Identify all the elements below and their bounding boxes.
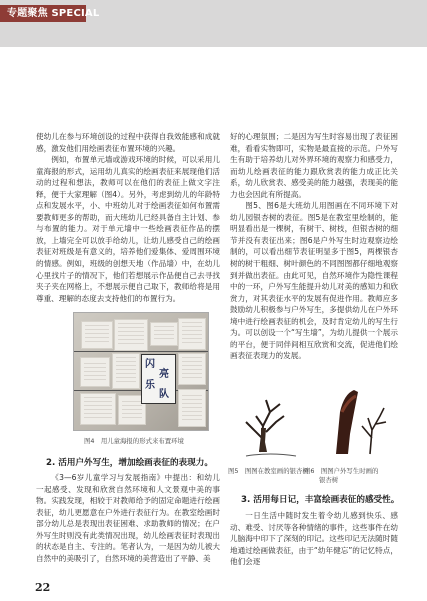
child-drawing [178, 389, 206, 427]
child-drawing [80, 393, 116, 425]
figure-4-caption: 图4 用儿童海报的形式来布置环境 [84, 437, 184, 445]
paragraph: 好的心理氛围；二是因为写生时容易出现了表征困难，看看实物即可，实物是最直接的示范。户外写生有助于培养幼儿对外界环境的观察力和感受力，而幼儿绘画表征的能力跟欣赏表的能力成正比关系，幼儿欣赏表、感受美的能力越强，表现美的能力也会因此有所提高。 [230, 132, 398, 199]
section-tag-label: 专题聚焦 SPECIAL [7, 8, 100, 19]
section-3-heading: 3. 活用每日记，丰富绘画表征的感受性。 [241, 495, 400, 505]
figure-5-caption: 图5 图图在教室画的银杏树 [228, 467, 309, 475]
section-tag [0, 5, 100, 22]
figure-4-photo [73, 312, 209, 431]
hanging-string [74, 351, 208, 352]
paragraph: 例如，布置单元墙或游戏环境的时候，可以采用儿童海报的形式，运用幼儿真实的绘画表征来展现他们活动的过程和想法，教师可以在他们的表征上做文字注释，便于大家理解（图4）。另外，考虑到幼儿的年龄特点和发展水平，小、中班幼儿对于绘画表征如何布置需要教师更多的帮助，而大班幼儿已经具备自主计划、参与布置的能力。对于单元墙中一些绘画表征作品的摆放，上墙完全可以放手给幼儿，让幼儿感受自己的绘画表征对班级是有意义的，培养他们爱集体、爱周围环境的情感。例如，班级的创想天地（作品墙）中，在幼儿心里找片子的情况下，他们若想展示作品便自己去寻找夹子夹在网格上，不想展示便自己取下，教师给将是用尊重、理解的态度去支持他们的布置行为。 [36, 155, 220, 303]
figure-6-caption: 图6 图图户外写生时画的 [304, 467, 379, 475]
child-drawing [114, 319, 148, 351]
left-column-text [36, 131, 220, 308]
paragraph: 一日生活中随时发生着令幼儿感到快乐、感动、难受、讨厌等各种情绪的事件，这些事件在幼儿脑海中印下了深刻的印记。这些印记无法随时随地通过绘画做表征，由于“幼年健忘”的记忆特点，他们会逐 [230, 511, 398, 567]
child-drawing [112, 353, 140, 389]
child-drawing [178, 353, 206, 385]
banner-char: 乐 [145, 380, 155, 391]
child-drawing [80, 357, 110, 387]
figure-5-tree-drawing [230, 382, 312, 460]
banner-char: 队 [159, 389, 169, 400]
child-drawing [178, 318, 206, 350]
figure-6-caption-line-2: 银杏树 [319, 476, 339, 484]
page-header [0, 0, 427, 47]
figure-6-tree-drawing [314, 382, 396, 460]
child-drawing [150, 322, 178, 346]
right-column-text-bottom [230, 510, 398, 578]
banner-char: 亮 [159, 369, 169, 380]
poster-banner [141, 354, 176, 404]
paragraph: 图5、图6是大班幼儿用图画在不同环境下对幼儿园银杏树的表征。图5是在教室里绘制的，能明显看出是一棵树，有树干、树枝，但银杏树的细节并没有表征出来；图6是户外写生时边观察边绘制的，可以看出细节表征明显多于图5，两棵银杏树的树干粗细、树叶颜色的不同图图都仔细地观察到并做出表征。由此可见，自然环境作为隐性课程中的一环，户外写生能提升幼儿对美的感知力和欣赏力，对其表征水平的发展有促进作用。教师应多鼓励幼儿积极参与户外写生，多提供幼儿在户外环境中进行绘画表征的机会，及时肯定幼儿的写生行为。可以创设一个“写生墙”，为幼儿提供一个展示的平台，便于同伴间相互欣赏和交流，促进他们绘画表征表现力的发展。 [230, 201, 398, 361]
right-column-text [230, 131, 398, 368]
left-column-text-bottom [36, 472, 220, 578]
paragraph: 《3—6岁儿童学习与发展指南》中提出：和幼儿一起感受、发现和欣赏自然环境和人文景观中美的事物。实践发现，相较于对教师给予的固定命题进行绘画表征，幼儿更愿意在户外进行表征行为。在教室绘画时部分幼儿总是表现出表征困难、求助教师的情况；在户外写生时则没有此类情况出现，幼儿绘画表征时表现出的状态是自主、专注的。笔者认为，一是因为幼儿被大自然中的美吸引了，自然环境的美营造出了平静、美 [36, 473, 220, 563]
section-2-heading: 2. 活用户外写生，增加绘画表征的表现力。 [46, 458, 213, 468]
child-drawing [81, 321, 113, 349]
page-number: 22 [35, 581, 51, 594]
banner-char: 闪 [145, 359, 155, 370]
paragraph: 使幼儿在参与环境创设的过程中获得自我效能感和成就感，激发他们用绘画表征布置环境的兴趣。 [36, 132, 220, 153]
